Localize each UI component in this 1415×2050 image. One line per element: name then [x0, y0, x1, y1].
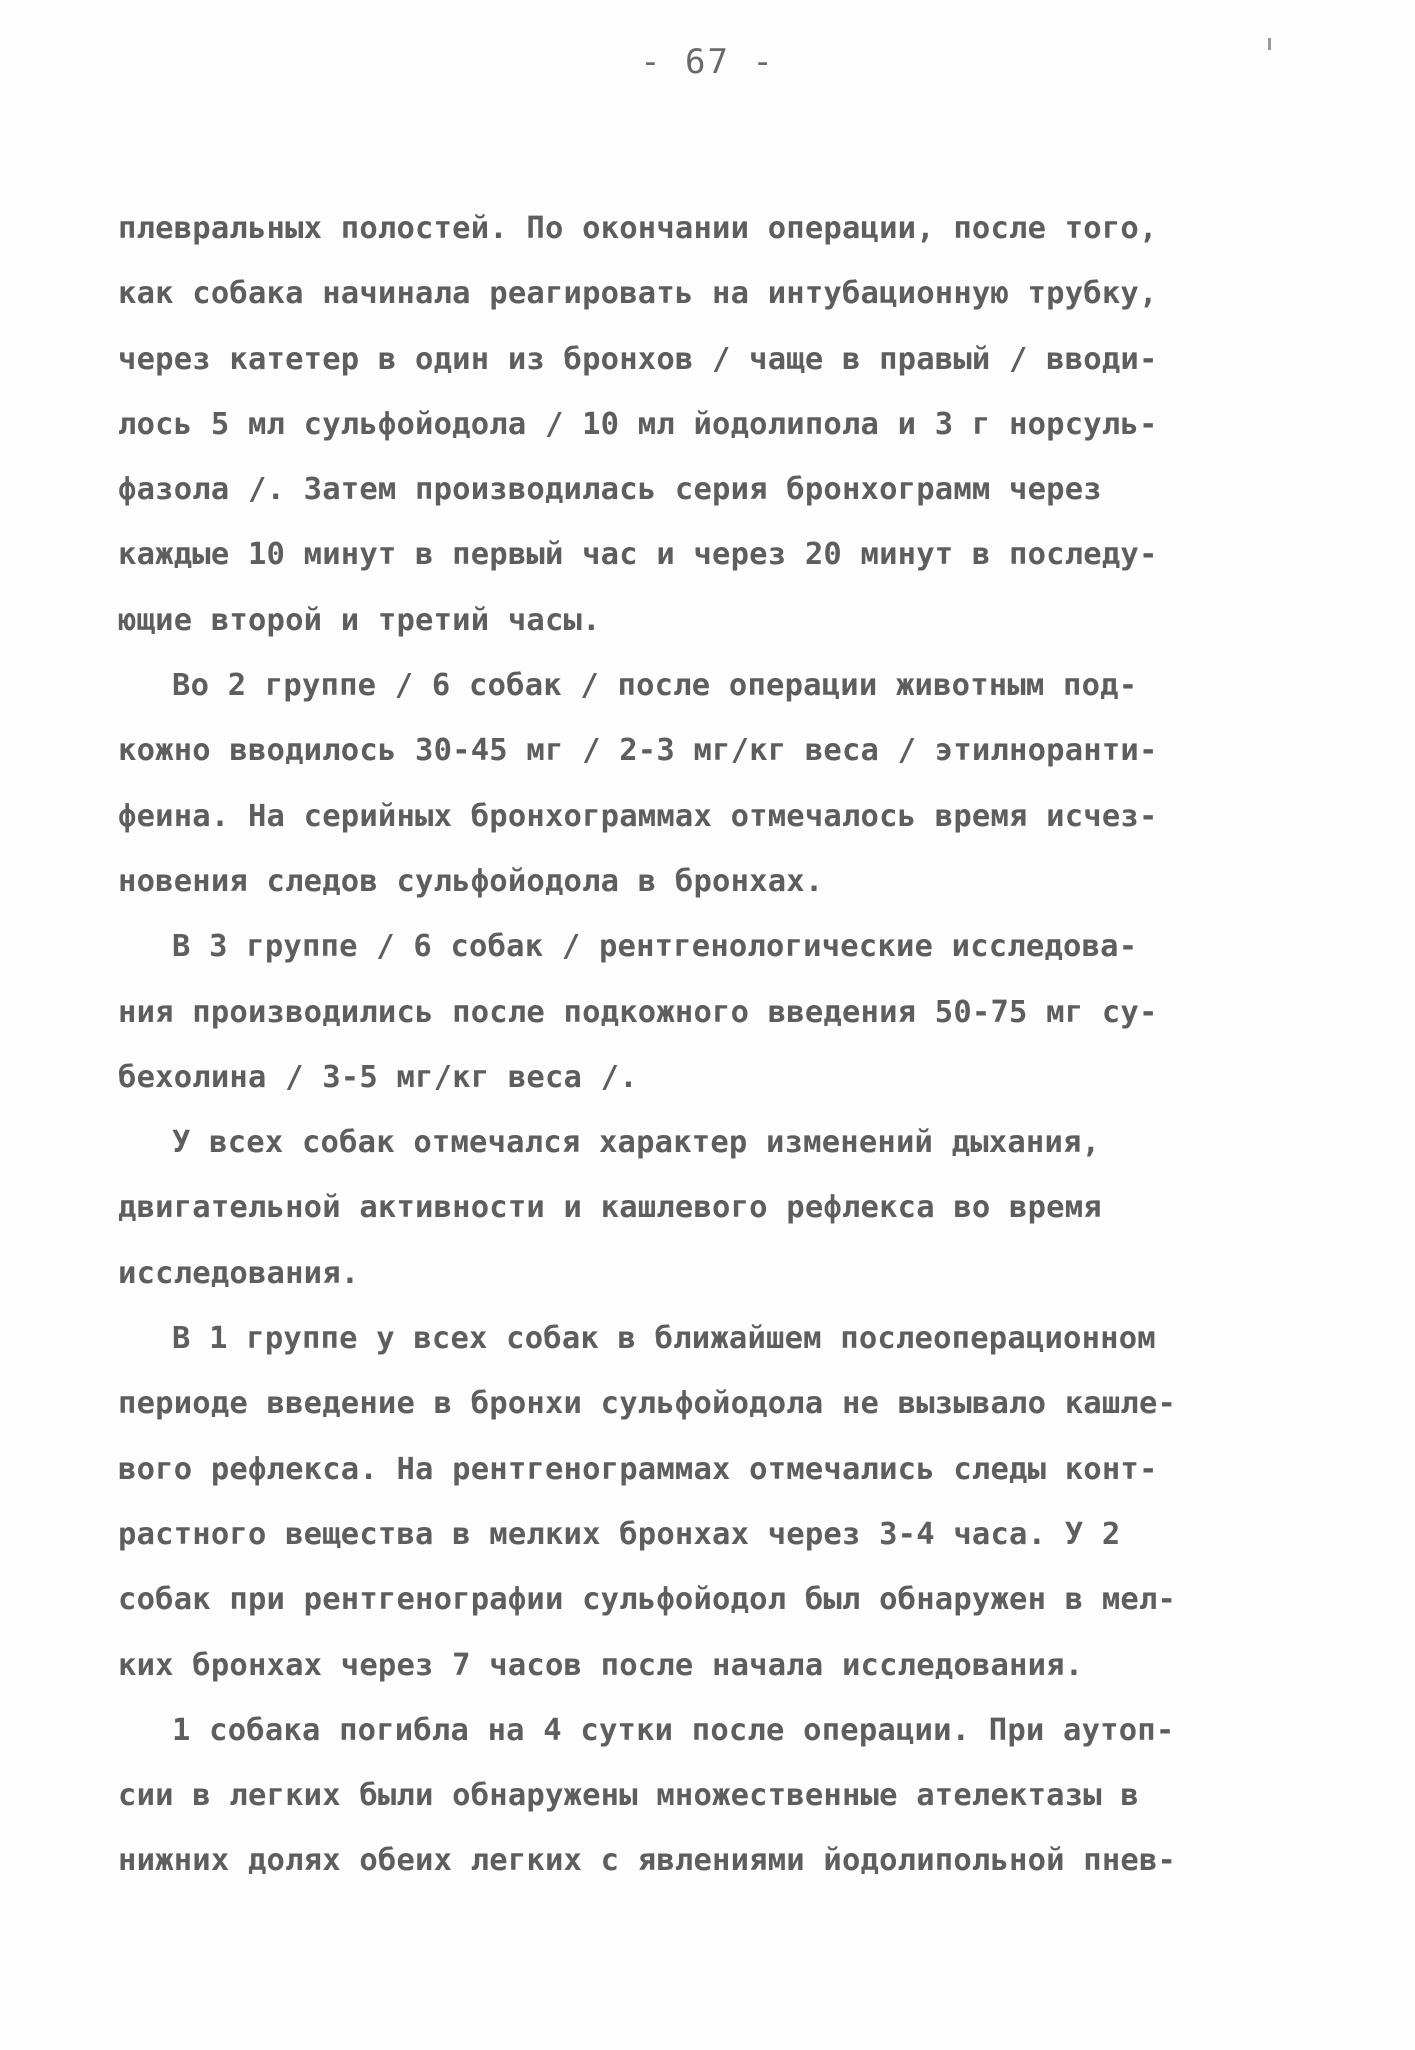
text-line: плевральных полостей. По окончании операции, после того,	[118, 211, 1158, 246]
text-line: как собака начинала реагировать на интубационную трубку,	[118, 276, 1158, 312]
text-line: новения следов сульфойодола в бронхах.	[118, 863, 824, 899]
text-line: кожно вводилось 30-45 мг / 2-3 мг/кг веса / этилноранти-	[118, 733, 1158, 769]
body-text	[118, 196, 1308, 1894]
text-line: бехолина / 3-5 мг/кг веса /.	[118, 1059, 638, 1095]
text-line: лось 5 мл сульфойодола / 10 мл йодолипола и 3 г норсуль-	[118, 406, 1158, 442]
text-line: ких бронхах через 7 часов после начала исследования.	[118, 1647, 1084, 1683]
text-line: двигательной активности и кашлевого рефлекса во время	[118, 1190, 1102, 1226]
text-line: через катетер в один из бронхов / чаще в правый / вводи-	[118, 341, 1158, 377]
text-line: растного вещества в мелких бронхах через 3-4 часа. У 2	[118, 1516, 1121, 1552]
text-line: ния производились после подкожного введения 50-75 мг су-	[118, 994, 1158, 1030]
paragraph-start-line: В 3 группе / 6 собак / рентгенологические исследова-	[172, 929, 1138, 965]
text-line: феина. На серийных бронхограммах отмечалось время исчез-	[118, 798, 1158, 834]
paragraph-start-line: 1 собака погибла на 4 сутки после операции. При аутоп-	[172, 1712, 1175, 1748]
text-line: собак при рентгенографии сульфойодол был обнаружен в мел-	[118, 1582, 1177, 1618]
scan-mark	[1268, 38, 1271, 50]
text-line: каждые 10 минут в первый час и через 20 минут в последу-	[118, 537, 1158, 573]
text-line: ющие второй и третий часы.	[118, 602, 601, 638]
paragraph-start-line: Во 2 группе / 6 собак / после операции животным под-	[172, 668, 1138, 704]
text-line: вого рефлекса. На рентгенограммах отмечались следы конт-	[118, 1451, 1158, 1487]
text-line: периоде введение в бронхи сульфойодола не вызывало кашле-	[118, 1386, 1177, 1422]
text-line: фазола /. Затем производилась серия бронхограмм через	[118, 472, 1102, 508]
text-line: сии в легких были обнаружены множественные ателектазы в	[118, 1778, 1139, 1814]
paragraph-start-line: В 1 группе у всех собак в ближайшем послеоперационном	[172, 1321, 1156, 1357]
text-line: нижних долях обеих легких с явлениями йодолипольной пнев-	[118, 1843, 1177, 1879]
text-line: исследования.	[118, 1255, 360, 1291]
paragraph-start-line: У всех собак отмечался характер изменений дыхания,	[172, 1125, 1101, 1161]
page-number: - 67 -	[640, 42, 775, 82]
